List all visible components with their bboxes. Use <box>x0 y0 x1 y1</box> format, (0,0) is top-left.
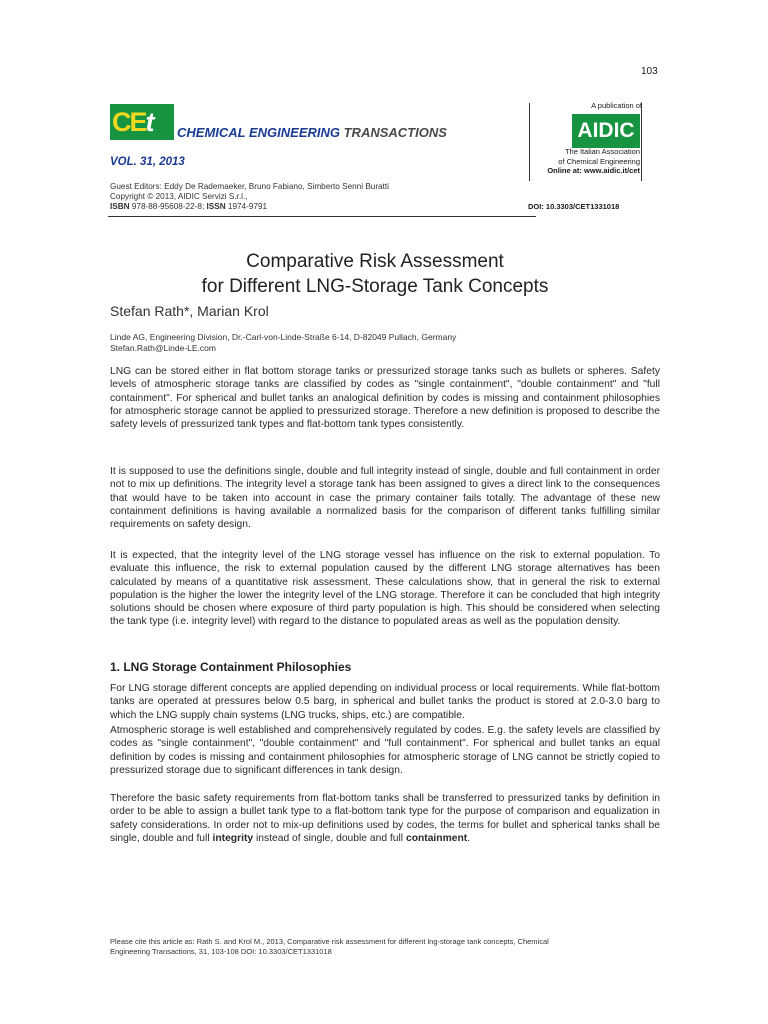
publisher-online-link[interactable]: Online at: www.aidic.it/cet <box>547 166 640 175</box>
page-number: 103 <box>641 66 658 77</box>
authors: Stefan Rath*, Marian Krol <box>110 303 269 319</box>
section-paragraph-2: Atmospheric storage is well established and comprehensively regulated by codes. E.g. the safety levels are classified by codes as "single containment", "double containment" and "full containment". For spherical and bullet tanks an equal definition by codes is missing and containment philosophies for atmospheric storage of LNG cannot be strictly copied to pressurized storage due to significant differences in tank design. <box>110 725 660 776</box>
cet-logo <box>110 104 174 140</box>
citation-footer: Please cite this article as: Rath S. and Krol M., 2013, Comparative risk assessment for different lng-storage tank concepts, Chemical Engineering Transactions, 31, 103-108 DOI: 10.3303/CET1331018 <box>110 937 549 956</box>
affiliation: Linde AG, Engineering Division, Dr.-Carl-von-Linde-Straße 6-14, D-82049 Pullach, Germany Stefan.Rath@Linde-LE.com <box>110 332 457 353</box>
publisher-divider-right <box>641 103 642 181</box>
logo-text: CE <box>112 107 146 137</box>
section-heading: 1. LNG Storage Containment Philosophies <box>110 660 352 674</box>
header-divider <box>108 216 536 217</box>
abstract-paragraph-2: It is supposed to use the definitions single, double and full integrity instead of single, double and full containment in order not to mix up definitions. The integrity level a storage tank has been assigned to gives a direct link to the consequences that would have to be taken into account in case the primary container fails totally. The advantage of these new containment definitions is having available a normalized basis for the comparison of different tanks fulfilling similar requirements on safety design. <box>110 466 660 531</box>
section-paragraph-1: For LNG storage different concepts are applied depending on individual process or local requirements. While flat-bottom tanks are operated at pressures below 0.5 barg, in spherical and bullet tanks the product is stored at 2.0-3.0 barg to which the LNG supply chain systems (LNG trucks, ships, etc.) are compatible. <box>110 683 660 721</box>
logo-text-t: t <box>145 107 153 137</box>
editors-block: Guest Editors: Eddy De Rademaeker, Bruno Fabiano, Simberto Senni Buratti Copyright © 2013, AIDIC Servizi S.r.l., ISBN 978-88-95608-22-8; ISSN 1974-9791 <box>110 182 389 211</box>
article-title: Comparative Risk Assessment for Different LNG-Storage Tank Concepts <box>201 251 549 297</box>
journal-title: CHEMICAL ENGINEERING TRANSACTIONS <box>177 125 447 140</box>
publisher-caption: A publication of <box>591 101 642 110</box>
author-email[interactable]: Stefan.Rath@Linde-LE.com <box>110 343 216 353</box>
abstract-paragraph-3: It is expected, that the integrity level of the LNG storage vessel has influence on the risk to external population. To evaluate this influence, the risk to external population caused by the different LNG storage alternatives has been calculated by means of a quantitative risk assessment. These calculations show, that in general the risk to external population is the higher the lower the integrity level of the LNG storage. Therefore it can be concluded that high integrity solutions should be chosen where exposure of third party population is high. This should be considered when selecting the tank type (i.e. integrity level) with regard to the distance to populated areas as well as the population density. <box>110 550 660 628</box>
doi: DOI: 10.3303/CET1331018 <box>528 202 620 211</box>
aidic-logo: AIDIC <box>572 114 640 148</box>
section-paragraph-3: Therefore the basic safety requirements from flat-bottom tanks shall be transferred to pressurized tanks by definition in order to be able to assign a bullet tank type to a flat-bottom tank type for the purpose of comparison and equalization in safety considerations. In order not to mix-up definitions used by codes, the terms for bullet and spherical tanks shall be single, double and full integrity instead of single, double and full containment. <box>110 793 660 844</box>
volume: VOL. 31, 2013 <box>110 156 185 168</box>
publisher-description: The Italian Association of Chemical Engineering Online at: www.aidic.it/cet <box>520 147 640 176</box>
abstract-paragraph-1: LNG can be stored either in flat bottom storage tanks or pressurized storage tanks such as bullets or spheres. Safety levels of atmospheric storage tanks are classified by codes as "single containment", "double containment" and "full containment". For spherical and bullet tanks an analogical definition by codes is missing and containment philosophies for atmospheric storage cannot be applied to pressurized storage. Therefore a new definition is proposed to describe the safety levels of pressurized tank types and flat-bottom tank types consistently. <box>110 366 660 431</box>
